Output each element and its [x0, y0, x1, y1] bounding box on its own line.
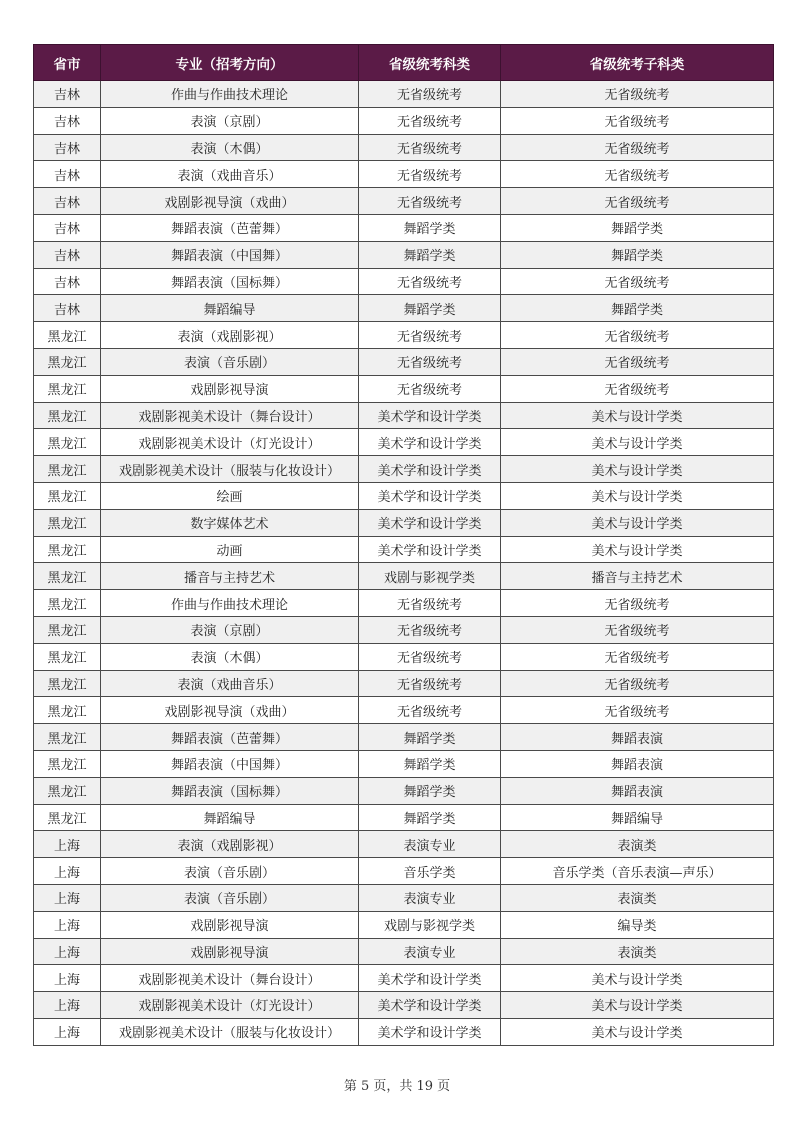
- exam-subcategory-cell: 播音与主持艺术: [501, 563, 774, 590]
- exam-subcategory-cell: 舞蹈表演: [501, 724, 774, 751]
- exam-subcategory-cell: 无省级统考: [501, 161, 774, 188]
- exam-subcategory-cell: 美术与设计学类: [501, 965, 774, 992]
- province-cell: 吉林: [34, 214, 101, 241]
- exam-subcategory-cell: 无省级统考: [501, 134, 774, 161]
- exam-category-cell: 无省级统考: [359, 348, 501, 375]
- province-cell: 吉林: [34, 268, 101, 295]
- table-row: [34, 697, 774, 724]
- province-cell: 黑龙江: [34, 643, 101, 670]
- exam-category-cell: 无省级统考: [359, 161, 501, 188]
- major-cell: 戏剧影视导演（戏曲）: [101, 188, 359, 215]
- major-cell: 表演（音乐剧）: [101, 348, 359, 375]
- exam-category-cell: 无省级统考: [359, 134, 501, 161]
- exam-category-cell: 美术学和设计学类: [359, 429, 501, 456]
- major-cell: 戏剧影视美术设计（服装与化妆设计）: [101, 1018, 359, 1045]
- table-row: [34, 965, 774, 992]
- table-row: [34, 402, 774, 429]
- province-cell: 黑龙江: [34, 429, 101, 456]
- table-row: [34, 536, 774, 563]
- province-cell: 上海: [34, 884, 101, 911]
- province-cell: 黑龙江: [34, 724, 101, 751]
- exam-subcategory-cell: 舞蹈学类: [501, 295, 774, 322]
- major-cell: 戏剧影视导演: [101, 938, 359, 965]
- exam-subcategory-cell: 无省级统考: [501, 107, 774, 134]
- province-cell: 黑龙江: [34, 804, 101, 831]
- table-row: [34, 456, 774, 483]
- table-row: [34, 81, 774, 108]
- header-exam-subcategory: 省级统考子科类: [501, 45, 774, 81]
- table-row: [34, 134, 774, 161]
- major-cell: 戏剧影视美术设计（服装与化妆设计）: [101, 456, 359, 483]
- exam-subcategory-cell: 表演类: [501, 938, 774, 965]
- exam-category-cell: 舞蹈学类: [359, 724, 501, 751]
- province-cell: 上海: [34, 831, 101, 858]
- exam-subcategory-cell: 舞蹈学类: [501, 214, 774, 241]
- exam-subcategory-cell: 无省级统考: [501, 697, 774, 724]
- major-cell: 舞蹈表演（国标舞）: [101, 777, 359, 804]
- exam-category-cell: 美术学和设计学类: [359, 965, 501, 992]
- major-cell: 舞蹈表演（中国舞）: [101, 241, 359, 268]
- exam-category-cell: 音乐学类: [359, 858, 501, 885]
- major-cell: 戏剧影视美术设计（灯光设计）: [101, 429, 359, 456]
- table-row: [34, 884, 774, 911]
- table-row: [34, 509, 774, 536]
- exam-subcategory-cell: 无省级统考: [501, 348, 774, 375]
- exam-subcategory-cell: 舞蹈学类: [501, 241, 774, 268]
- major-cell: 舞蹈表演（芭蕾舞）: [101, 214, 359, 241]
- major-cell: 绘画: [101, 482, 359, 509]
- major-cell: 戏剧影视导演: [101, 911, 359, 938]
- major-cell: 表演（京剧）: [101, 107, 359, 134]
- table-row: [34, 590, 774, 617]
- exam-category-cell: 无省级统考: [359, 375, 501, 402]
- exam-subcategory-cell: 无省级统考: [501, 322, 774, 349]
- exam-category-cell: 无省级统考: [359, 107, 501, 134]
- exam-subcategory-cell: 美术与设计学类: [501, 1018, 774, 1045]
- table-row: [34, 724, 774, 751]
- exam-subcategory-cell: 无省级统考: [501, 81, 774, 108]
- exam-subcategory-cell: 无省级统考: [501, 590, 774, 617]
- admissions-table: [33, 44, 774, 1046]
- major-cell: 表演（木偶）: [101, 134, 359, 161]
- major-cell: 播音与主持艺术: [101, 563, 359, 590]
- table-row: [34, 322, 774, 349]
- table-row: [34, 777, 774, 804]
- province-cell: 吉林: [34, 295, 101, 322]
- major-cell: 舞蹈表演（中国舞）: [101, 750, 359, 777]
- exam-subcategory-cell: 表演类: [501, 884, 774, 911]
- major-cell: 表演（木偶）: [101, 643, 359, 670]
- exam-subcategory-cell: 无省级统考: [501, 670, 774, 697]
- exam-category-cell: 美术学和设计学类: [359, 482, 501, 509]
- page-footer: 第 5 页，共 19 页: [343, 1079, 451, 1094]
- exam-category-cell: 无省级统考: [359, 322, 501, 349]
- major-cell: 表演（戏曲音乐）: [101, 670, 359, 697]
- table-row: [34, 161, 774, 188]
- table-row: [34, 1018, 774, 1045]
- table-row: [34, 375, 774, 402]
- exam-category-cell: 美术学和设计学类: [359, 536, 501, 563]
- header-major: 专业（招考方向）: [101, 45, 359, 81]
- major-cell: 数字媒体艺术: [101, 509, 359, 536]
- major-cell: 表演（音乐剧）: [101, 884, 359, 911]
- exam-category-cell: 戏剧与影视学类: [359, 911, 501, 938]
- table-row: [34, 992, 774, 1019]
- exam-category-cell: 无省级统考: [359, 188, 501, 215]
- exam-category-cell: 无省级统考: [359, 643, 501, 670]
- province-cell: 黑龙江: [34, 509, 101, 536]
- exam-category-cell: 舞蹈学类: [359, 804, 501, 831]
- major-cell: 戏剧影视美术设计（舞台设计）: [101, 402, 359, 429]
- province-cell: 上海: [34, 965, 101, 992]
- table-row: [34, 804, 774, 831]
- exam-category-cell: 无省级统考: [359, 616, 501, 643]
- major-cell: 舞蹈编导: [101, 804, 359, 831]
- table-row: [34, 295, 774, 322]
- province-cell: 上海: [34, 858, 101, 885]
- exam-subcategory-cell: 美术与设计学类: [501, 482, 774, 509]
- exam-subcategory-cell: 舞蹈编导: [501, 804, 774, 831]
- exam-subcategory-cell: 音乐学类（音乐表演—声乐）: [501, 858, 774, 885]
- province-cell: 黑龙江: [34, 697, 101, 724]
- exam-category-cell: 无省级统考: [359, 697, 501, 724]
- province-cell: 黑龙江: [34, 348, 101, 375]
- exam-category-cell: 戏剧与影视学类: [359, 563, 501, 590]
- table-row: [34, 214, 774, 241]
- exam-subcategory-cell: 美术与设计学类: [501, 456, 774, 483]
- major-cell: 作曲与作曲技术理论: [101, 81, 359, 108]
- table-row: [34, 482, 774, 509]
- province-cell: 黑龙江: [34, 402, 101, 429]
- exam-category-cell: 美术学和设计学类: [359, 992, 501, 1019]
- major-cell: 作曲与作曲技术理论: [101, 590, 359, 617]
- exam-category-cell: 舞蹈学类: [359, 295, 501, 322]
- exam-subcategory-cell: 美术与设计学类: [501, 402, 774, 429]
- table-row: [34, 348, 774, 375]
- major-cell: 表演（戏曲音乐）: [101, 161, 359, 188]
- exam-subcategory-cell: 表演类: [501, 831, 774, 858]
- table-row: [34, 563, 774, 590]
- province-cell: 吉林: [34, 134, 101, 161]
- exam-subcategory-cell: 美术与设计学类: [501, 509, 774, 536]
- table-row: [34, 616, 774, 643]
- exam-category-cell: 美术学和设计学类: [359, 509, 501, 536]
- exam-category-cell: 美术学和设计学类: [359, 456, 501, 483]
- major-cell: 表演（京剧）: [101, 616, 359, 643]
- table-row: [34, 858, 774, 885]
- major-cell: 戏剧影视美术设计（灯光设计）: [101, 992, 359, 1019]
- major-cell: 戏剧影视美术设计（舞台设计）: [101, 965, 359, 992]
- exam-subcategory-cell: 无省级统考: [501, 375, 774, 402]
- table-row: [34, 938, 774, 965]
- exam-category-cell: 舞蹈学类: [359, 777, 501, 804]
- exam-category-cell: 无省级统考: [359, 81, 501, 108]
- province-cell: 吉林: [34, 188, 101, 215]
- exam-subcategory-cell: 美术与设计学类: [501, 429, 774, 456]
- province-cell: 黑龙江: [34, 670, 101, 697]
- major-cell: 动画: [101, 536, 359, 563]
- major-cell: 戏剧影视导演（戏曲）: [101, 697, 359, 724]
- province-cell: 黑龙江: [34, 536, 101, 563]
- exam-subcategory-cell: 编导类: [501, 911, 774, 938]
- table-row: [34, 429, 774, 456]
- exam-category-cell: 舞蹈学类: [359, 214, 501, 241]
- province-cell: 上海: [34, 938, 101, 965]
- exam-subcategory-cell: 无省级统考: [501, 643, 774, 670]
- major-cell: 舞蹈表演（国标舞）: [101, 268, 359, 295]
- exam-category-cell: 表演专业: [359, 884, 501, 911]
- province-cell: 黑龙江: [34, 590, 101, 617]
- exam-category-cell: 表演专业: [359, 938, 501, 965]
- province-cell: 吉林: [34, 107, 101, 134]
- province-cell: 上海: [34, 992, 101, 1019]
- major-cell: 戏剧影视导演: [101, 375, 359, 402]
- exam-subcategory-cell: 美术与设计学类: [501, 992, 774, 1019]
- exam-category-cell: 舞蹈学类: [359, 750, 501, 777]
- major-cell: 舞蹈表演（芭蕾舞）: [101, 724, 359, 751]
- exam-category-cell: 美术学和设计学类: [359, 1018, 501, 1045]
- exam-category-cell: 无省级统考: [359, 268, 501, 295]
- exam-category-cell: 表演专业: [359, 831, 501, 858]
- header-exam-category: 省级统考科类: [359, 45, 501, 81]
- exam-category-cell: 美术学和设计学类: [359, 402, 501, 429]
- exam-subcategory-cell: 舞蹈表演: [501, 777, 774, 804]
- province-cell: 上海: [34, 911, 101, 938]
- major-cell: 表演（音乐剧）: [101, 858, 359, 885]
- table-row: [34, 268, 774, 295]
- province-cell: 吉林: [34, 81, 101, 108]
- exam-subcategory-cell: 无省级统考: [501, 268, 774, 295]
- table-row: [34, 241, 774, 268]
- exam-subcategory-cell: 美术与设计学类: [501, 536, 774, 563]
- exam-subcategory-cell: 无省级统考: [501, 616, 774, 643]
- exam-subcategory-cell: 舞蹈表演: [501, 750, 774, 777]
- exam-category-cell: 无省级统考: [359, 670, 501, 697]
- table-row: [34, 107, 774, 134]
- header-province: 省市: [34, 45, 101, 81]
- province-cell: 黑龙江: [34, 322, 101, 349]
- province-cell: 黑龙江: [34, 563, 101, 590]
- province-cell: 吉林: [34, 161, 101, 188]
- table-row: [34, 911, 774, 938]
- exam-subcategory-cell: 无省级统考: [501, 188, 774, 215]
- major-cell: 舞蹈编导: [101, 295, 359, 322]
- province-cell: 黑龙江: [34, 750, 101, 777]
- table-row: [34, 670, 774, 697]
- table-row: [34, 831, 774, 858]
- province-cell: 黑龙江: [34, 375, 101, 402]
- major-cell: 表演（戏剧影视）: [101, 322, 359, 349]
- table-row: [34, 750, 774, 777]
- province-cell: 黑龙江: [34, 482, 101, 509]
- exam-category-cell: 无省级统考: [359, 590, 501, 617]
- province-cell: 黑龙江: [34, 456, 101, 483]
- table-row: [34, 643, 774, 670]
- table-row: [34, 188, 774, 215]
- province-cell: 上海: [34, 1018, 101, 1045]
- major-cell: 表演（戏剧影视）: [101, 831, 359, 858]
- table-header-row: [34, 45, 774, 81]
- province-cell: 黑龙江: [34, 777, 101, 804]
- province-cell: 黑龙江: [34, 616, 101, 643]
- exam-category-cell: 舞蹈学类: [359, 241, 501, 268]
- province-cell: 吉林: [34, 241, 101, 268]
